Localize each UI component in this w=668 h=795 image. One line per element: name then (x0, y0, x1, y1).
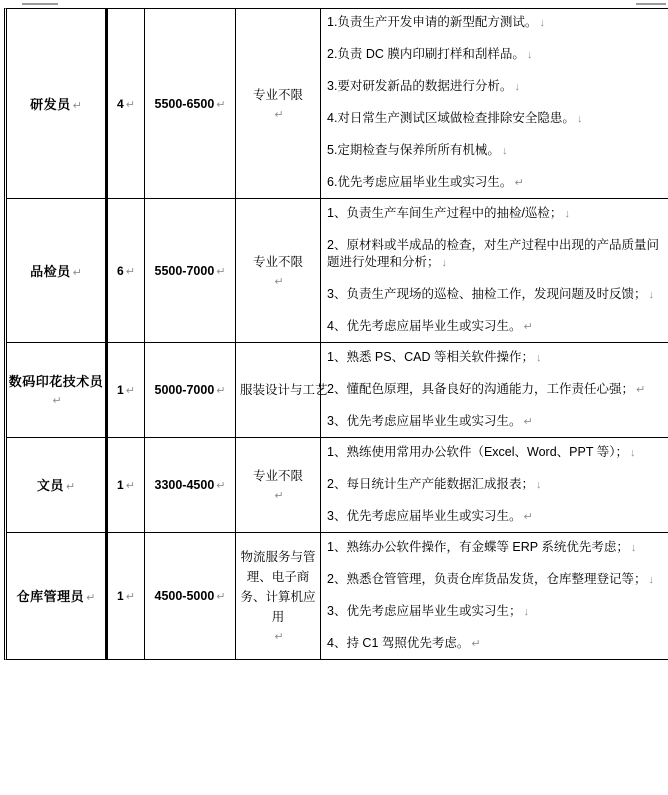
cell-duties (321, 343, 668, 438)
headcount-value: 6 (117, 263, 124, 278)
duty-item: 1、负责生产车间生产过程中的抽检/巡检； ↓ (327, 205, 668, 223)
major-requirement: 专业不限 (252, 254, 303, 269)
cell-major (236, 9, 321, 199)
salary-range: 5500-7000 (154, 263, 215, 278)
table-body (7, 9, 668, 659)
paragraph-mark (124, 99, 135, 111)
line-break-mark (537, 17, 545, 29)
paragraph-mark (521, 511, 532, 523)
cell-duties (321, 533, 668, 659)
cell-salary (145, 438, 236, 533)
paragraph-mark (214, 480, 225, 492)
duty-item: 4.对日常生产测试区域做检查排除安全隐患。 ↓ (327, 110, 668, 128)
paragraph-mark (469, 638, 480, 650)
paragraph-mark (521, 321, 532, 333)
duty-item: 3、优先考虑应届毕业生或实习生； ↓ (327, 603, 668, 621)
position-name: 数码印花技术员 (8, 374, 104, 389)
cell-salary (145, 9, 236, 199)
cell-headcount (106, 533, 145, 659)
duty-item: 5.定期检查与保养所所有机械。 ↓ (327, 142, 668, 160)
paragraph-mark (50, 395, 61, 407)
line-break-mark (534, 479, 542, 491)
paragraph-mark (124, 266, 135, 278)
duty-item: 3.要对研发新品的数据进行分析。 ↓ (327, 78, 668, 96)
line-break-mark (534, 352, 542, 364)
duty-item: 4、优先考虑应届毕业生或实习生。 ↵ (327, 318, 668, 336)
duty-item: 2、每日统计生产产能数据汇成报表； ↓ (327, 476, 668, 494)
paragraph-mark (272, 490, 283, 502)
paragraph-mark (214, 99, 225, 111)
paragraph-mark (512, 177, 523, 189)
duty-item: 6.优先考虑应届毕业生或实习生。 ↵ (327, 174, 668, 192)
line-break-mark (440, 257, 448, 269)
cell-headcount (106, 343, 145, 438)
duties-list (321, 533, 668, 659)
salary-range: 5000-7000 (154, 383, 215, 397)
duty-item: 2、熟悉仓管管理，负责仓库货品发货，仓库整理登记等； ↓ (327, 571, 668, 589)
duty-item: 1、熟悉 PS、CAD 等相关软件操作； ↓ (327, 349, 668, 367)
position-name: 仓库管理员 (16, 589, 85, 604)
paragraph-mark (214, 385, 225, 397)
paragraph-mark (124, 591, 135, 603)
paragraph-mark (84, 592, 95, 604)
salary-range: 4500-5000 (154, 589, 215, 603)
paragraph-mark (272, 631, 283, 643)
position-name: 文员 (36, 478, 64, 493)
headcount-value: 1 (117, 383, 124, 397)
position-name: 品检员 (30, 263, 71, 279)
paragraph-mark (71, 267, 82, 279)
table-handle-mark-left (22, 3, 58, 5)
headcount-value: 4 (117, 96, 124, 111)
line-break-mark (646, 574, 654, 586)
duties-list (321, 199, 668, 342)
cell-major (236, 199, 321, 343)
paragraph-mark (71, 100, 82, 112)
cell-salary (145, 199, 236, 343)
duty-item: 3、负责生产现场的巡检、抽检工作，发现问题及时反馈； ↓ (327, 286, 668, 304)
line-break-mark (628, 447, 636, 459)
major-requirement: 专业不限 (252, 469, 303, 483)
paragraph-mark (124, 385, 135, 397)
cell-duties (321, 199, 668, 343)
table-handle-mark-right (636, 3, 666, 5)
cell-salary (145, 343, 236, 438)
duty-item: 2.负责 DC 膜内印刷打样和刮样品。 ↓ (327, 46, 668, 64)
line-break-mark (525, 49, 533, 61)
recruitment-table (4, 8, 668, 660)
table-row (7, 9, 668, 199)
line-break-mark (512, 81, 520, 93)
line-break-mark (575, 113, 583, 125)
cell-position (7, 9, 106, 199)
major-requirement: 物流服务与管理、电子商务、计算机应用 (240, 550, 316, 624)
cell-position (7, 343, 106, 438)
table-row (7, 438, 668, 533)
salary-range: 3300-4500 (154, 478, 215, 492)
paragraph-mark (214, 591, 225, 603)
cell-duties (321, 9, 668, 199)
major-requirement: 专业不限 (252, 87, 303, 102)
line-break-mark (646, 289, 654, 301)
cell-headcount (106, 199, 145, 343)
duty-item: 1、熟练办公软件操作，有金蝶等 ERP 系统优先考虑； ↓ (327, 539, 668, 557)
duties-list (321, 9, 668, 198)
position-name: 研发员 (30, 96, 71, 112)
cell-position (7, 199, 106, 343)
duty-item: 2、懂配色原理，具备良好的沟通能力，工作责任心强； ↵ (327, 381, 668, 399)
paragraph-mark (64, 481, 75, 493)
cell-headcount (106, 438, 145, 533)
paragraph-mark (634, 384, 645, 396)
recruitment-table-container (4, 8, 664, 660)
cell-major (236, 438, 321, 533)
cell-major (236, 343, 328, 438)
paragraph-mark (272, 276, 283, 288)
cell-salary (145, 533, 236, 659)
headcount-value: 1 (117, 478, 124, 492)
table-row (7, 533, 668, 659)
line-break-mark (629, 542, 637, 554)
cell-headcount (106, 9, 145, 199)
table-row (7, 199, 668, 343)
duty-item: 1.负责生产开发申请的新型配方测试。 ↓ (327, 14, 668, 32)
duty-item: 1、熟练使用常用办公软件（Excel、Word、PPT 等）； ↓ (327, 444, 668, 462)
major-requirement: 服装设计与工艺 (240, 383, 328, 397)
line-break-mark (521, 606, 529, 618)
duty-item: 2、原材料或半成品的检查，对生产过程中出现的产品质量问题进行处理和分析； ↓ (327, 237, 668, 272)
table-row (7, 343, 668, 438)
cell-major (236, 533, 321, 659)
duty-item: 3、优先考虑应届毕业生或实习生。 ↵ (327, 413, 668, 431)
cell-position (7, 438, 106, 533)
salary-range: 5500-6500 (154, 96, 215, 111)
line-break-mark (562, 208, 570, 220)
cell-duties (321, 438, 668, 533)
duty-item: 4、持 C1 驾照优先考虑。 ↵ (327, 635, 668, 653)
duties-list (321, 438, 668, 532)
paragraph-mark (124, 480, 135, 492)
paragraph-mark (214, 266, 225, 278)
paragraph-mark (272, 109, 283, 121)
paragraph-mark (521, 416, 532, 428)
headcount-value: 1 (117, 589, 124, 603)
duty-item: 3、优先考虑应届毕业生或实习生。 ↵ (327, 508, 668, 526)
cell-position (7, 533, 106, 659)
duties-list (321, 343, 668, 437)
line-break-mark (500, 145, 508, 157)
